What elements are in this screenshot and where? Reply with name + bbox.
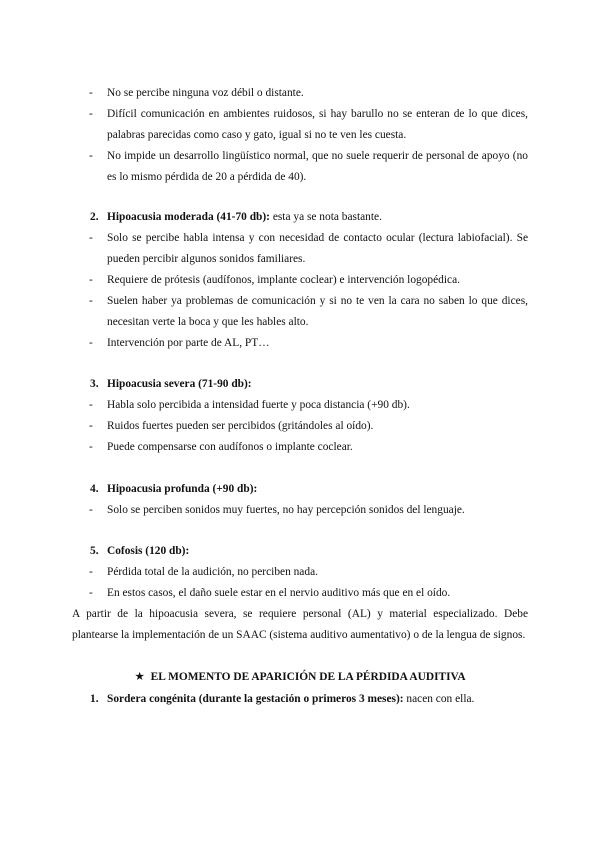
section-hipoacusia-severa xyxy=(0,374,600,458)
list-item: - No se percibe ninguna voz débil o distante. xyxy=(89,87,304,99)
heading-hipoacusia-severa: 3. Hipoacusia severa (71-90 db): xyxy=(90,378,252,390)
hipoacusia-leve-bullets xyxy=(0,83,600,188)
list-item: - Solo se perciben sonidos muy fuertes, no hay percepción sonidos del lenguaje. xyxy=(89,504,465,516)
section-title: ★ EL MOMENTO DE APARICIÓN DE LA PÉRDIDA AUDITIVA xyxy=(134,671,466,683)
list-item: - Habla solo percibida a intensidad fuerte y poca distancia (+90 db). xyxy=(89,399,410,411)
list-item: - Ruidos fuertes pueden ser percibidos (gritándoles al oído). xyxy=(89,420,374,432)
body-paragraph: A partir de la hipoacusia severa, se requiere personal (AL) y material especializado. Debe plantearse la implementación de un SAAC (sistema auditivo aumentativo) o de la lengua de signos. xyxy=(72,608,528,641)
list-item: - En estos casos, el daño suele estar en el nervio auditivo más que en el oído. xyxy=(89,587,451,599)
list-item: - Intervención por parte de AL, PT… xyxy=(89,337,270,349)
list-item: - Solo se percibe habla intensa y con necesidad de contacto ocular (lectura labiofacial). Se pueden percibir algunos sonidos familiares. xyxy=(89,232,528,265)
heading-sordera-congenita: 1. Sordera congénita (durante la gestación o primeros 3 meses): nacen con ella. xyxy=(90,693,475,705)
section-hipoacusia-profunda xyxy=(0,479,600,521)
heading-hipoacusia-moderada: 2. Hipoacusia moderada (41-70 db): esta ya se nota bastante. xyxy=(90,211,382,223)
list-item: - Pérdida total de la audición, no perciben nada. xyxy=(89,566,318,578)
section-hipoacusia-moderada xyxy=(0,207,600,354)
list-item: - No impide un desarrollo lingüístico normal, que no suele requerir de personal de apoyo (no es lo mismo pérdida de 20 a pérdida de 40). xyxy=(89,150,528,183)
section-cofosis xyxy=(0,541,600,604)
heading-cofosis: 5. Cofosis (120 db): xyxy=(90,545,190,557)
list-item: - Difícil comunicación en ambientes ruidosos, si hay barullo no se enteran de lo que dices, palabras parecidas como caso y gato, igual si no te ven les cuesta. xyxy=(89,108,528,141)
section-sordera-congenita xyxy=(0,689,600,710)
list-item: - Suelen haber ya problemas de comunicación y si no te ven la cara no saben lo que dices, necesitan verte la boca y que les hables alto. xyxy=(89,295,528,328)
list-item: - Puede compensarse con audífonos o implante coclear. xyxy=(89,441,353,453)
heading-hipoacusia-profunda: 4. Hipoacusia profunda (+90 db): xyxy=(90,483,258,495)
star-icon: ★ xyxy=(134,671,145,683)
list-item: - Requiere de prótesis (audífonos, implante coclear) e intervención logopédica. xyxy=(89,274,460,286)
